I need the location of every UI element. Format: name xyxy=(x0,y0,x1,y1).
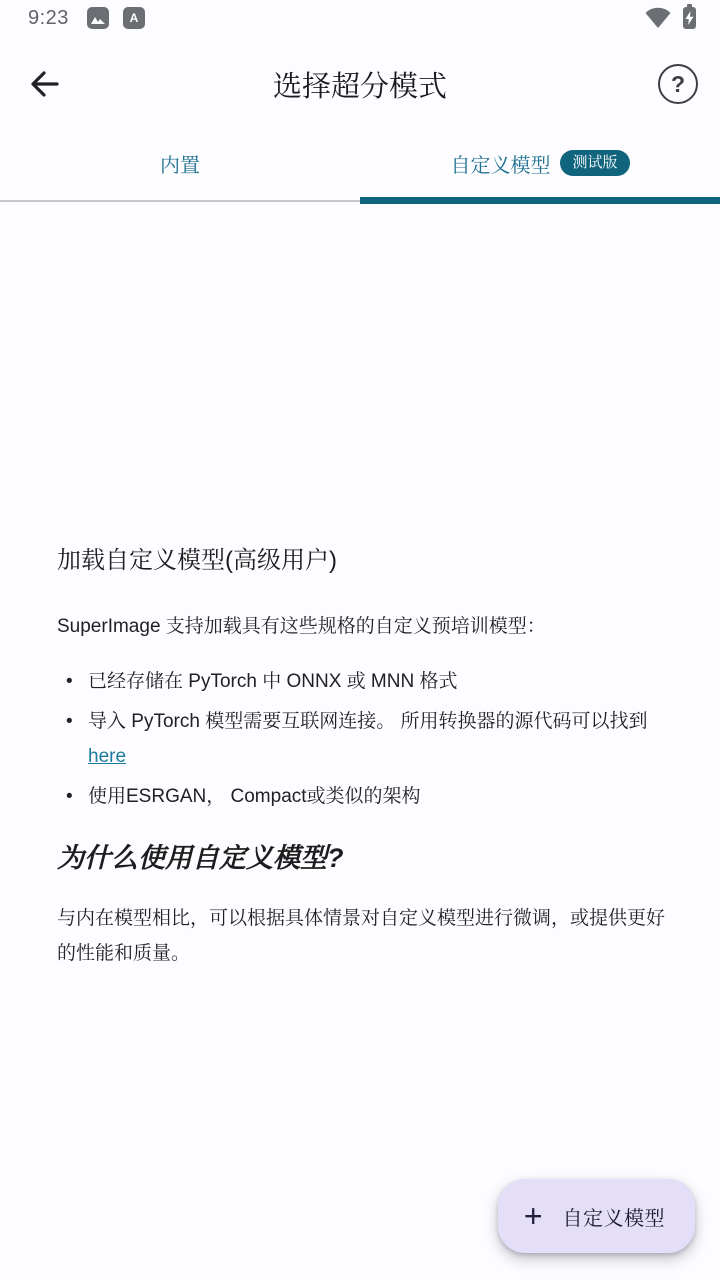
plus-icon: + xyxy=(523,1198,543,1234)
question-mark-icon: ? xyxy=(670,70,686,97)
photo-icon xyxy=(87,7,109,29)
list-item: • 已经存储在 PyTorch 中 ONNX 或 MNN 格式 xyxy=(57,664,668,699)
back-arrow-icon xyxy=(29,69,59,99)
tab-custom-model[interactable] xyxy=(360,136,720,204)
top-app-bar xyxy=(0,48,720,120)
custom-model-tab-content xyxy=(57,540,668,971)
why-custom-heading: 为什么使用自定义模型? xyxy=(57,843,344,873)
clock: 9:23 xyxy=(28,6,69,29)
page-title: 选择超分模式 xyxy=(272,70,447,103)
wifi-icon xyxy=(645,7,671,29)
status-bar xyxy=(0,0,720,36)
beta-badge: 测试版 xyxy=(560,150,629,176)
tab-built-in[interactable] xyxy=(0,136,360,204)
intro-text: SuperImage 支持加载具有这些规格的自定义预培训模型： xyxy=(57,616,546,637)
battery-charging-icon xyxy=(683,7,696,29)
tab-built-in-label: 内置 xyxy=(160,154,200,177)
inactive-tab-divider xyxy=(0,200,360,202)
help-button[interactable] xyxy=(658,64,698,104)
tab-custom-model-label: 自定义模型 xyxy=(450,154,551,177)
tab-bar xyxy=(0,136,720,204)
letter-a-icon: A xyxy=(123,7,145,29)
section-heading: 加载自定义模型(高级用户) xyxy=(57,547,337,574)
status-right-icons xyxy=(645,7,696,29)
list-item: • 使用ESRGAN， Compact或类似的架构 xyxy=(57,779,668,814)
list-item: • 导入 PyTorch 模型需要互联网连接。 所用转换器的源代码可以找到 here xyxy=(57,704,668,774)
spec-list xyxy=(57,664,668,814)
add-custom-model-fab[interactable] xyxy=(498,1179,695,1253)
notification-icons xyxy=(87,7,145,29)
active-tab-indicator xyxy=(360,197,720,204)
back-button[interactable] xyxy=(22,62,66,106)
fab-label: 自定义模型 xyxy=(562,1207,665,1230)
here-link[interactable]: here xyxy=(88,746,127,767)
body-text: 与内在模型相比，可以根据具体情景对自定义模型进行微调，或提供更好的性能和质量。 xyxy=(57,908,666,964)
